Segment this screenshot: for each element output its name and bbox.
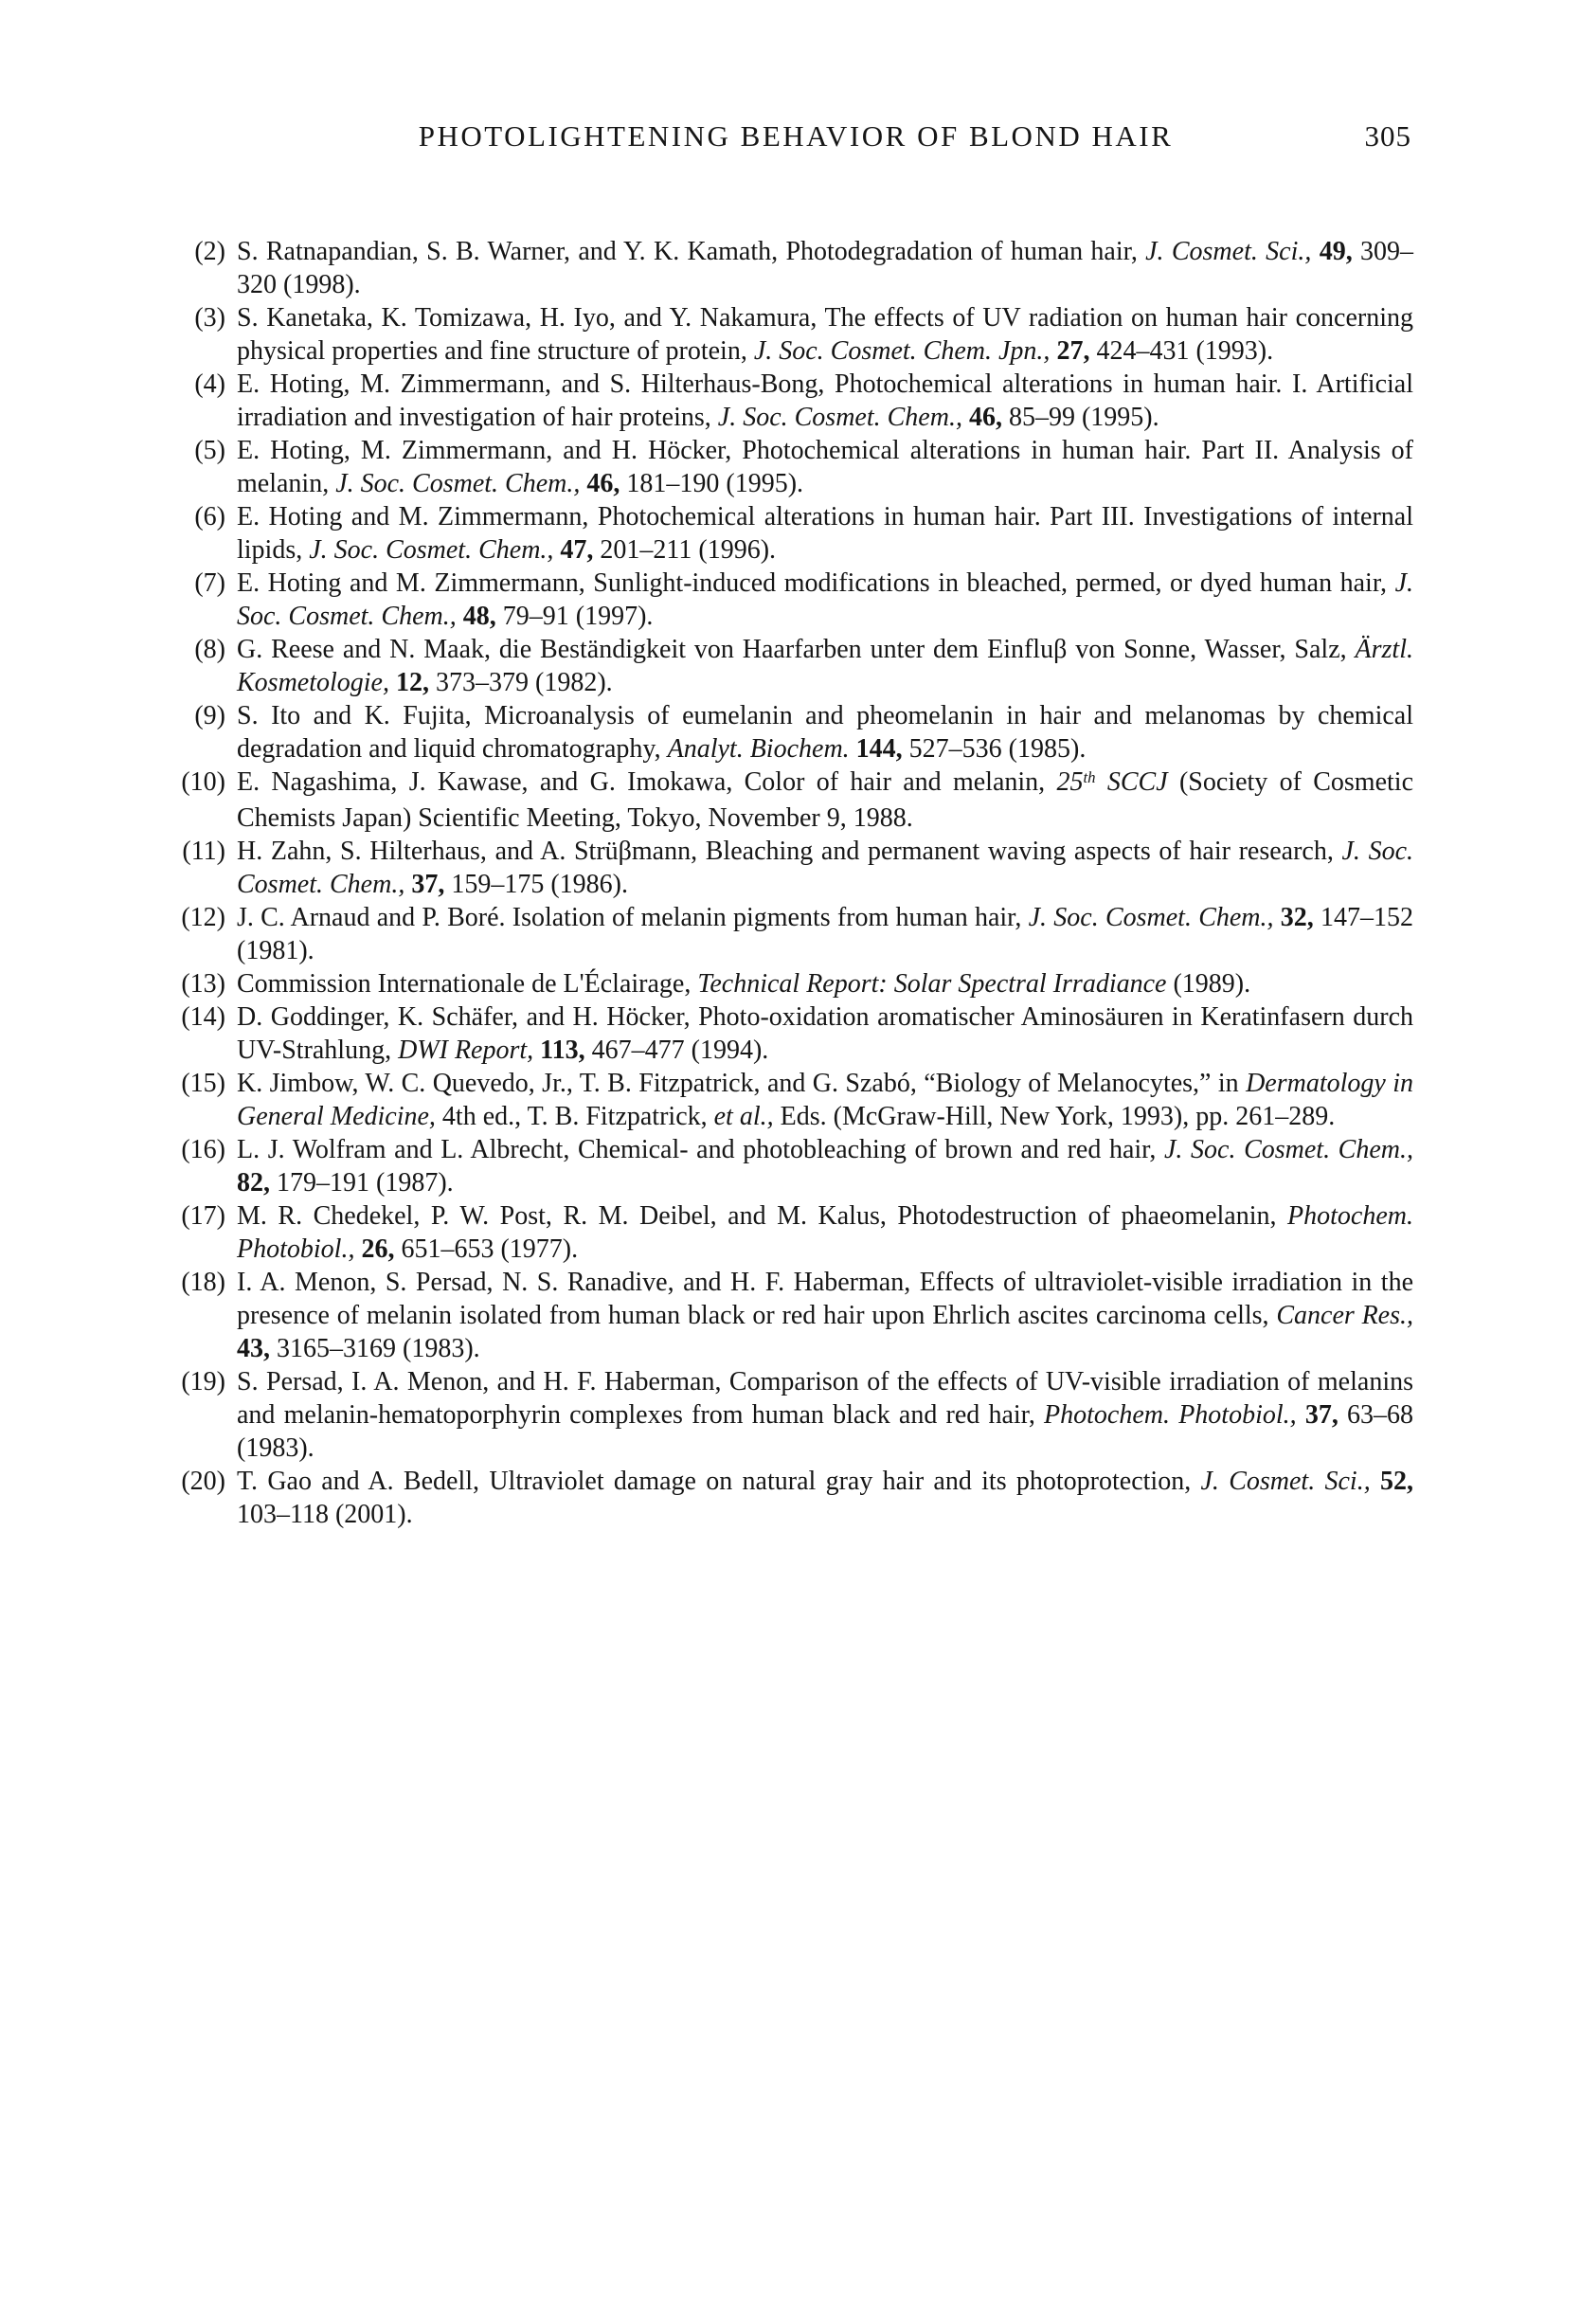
reference-text: L. J. Wolfram and L. Albrecht, Chemical- and photobleaching of brown and red hair, J. Soc. Cosmet. Chem., 82, 179–191 (1987). [237, 1135, 1414, 1198]
reference-number: (17) [181, 1201, 225, 1231]
page-number: 305 [1364, 119, 1411, 153]
reference-text: S. Ratnapandian, S. B. Warner, and Y. K. Kamath, Photodegradation of human hair, J. Cosmet. Sci., 49, 309–320 (1998). [237, 237, 1413, 299]
reference-item [181, 967, 1413, 1000]
reference-number: (13) [181, 969, 225, 999]
reference-text: J. C. Arnaud and P. Boré. Isolation of melanin pigments from human hair, J. Soc. Cosmet. Chem., 32, 147–152 (1981). [237, 903, 1414, 965]
reference-item [181, 766, 1414, 835]
reference-text: E. Nagashima, J. Kawase, and G. Imokawa, Color of hair and melanin, 25th SCCJ (Society of Cosmetic Chemists Japan) Scientific Meeting, Tokyo, November 9, 1988. [237, 767, 1414, 833]
reference-number: (7) [194, 568, 225, 598]
reference-item [194, 567, 1413, 633]
reference-number: (19) [181, 1367, 225, 1396]
reference-text: S. Ito and K. Fujita, Microanalysis of eumelanin and pheomelanin in hair and melanomas by chemical degradation and liquid chromatography, Analyt. Biochem. 144, 527–536 (1985). [237, 701, 1413, 764]
reference-number: (14) [181, 1002, 225, 1032]
reference-number: (15) [181, 1069, 225, 1098]
reference-item [194, 301, 1413, 368]
reference-item [194, 368, 1413, 434]
reference-number: (11) [182, 837, 225, 866]
reference-text: I. A. Menon, S. Persad, N. S. Ranadive, and H. F. Haberman, Effects of ultraviolet-visible irradiation in the presence of melanin isolated from human black or red hair upon Ehrlich ascites carcinoma cells, Cancer Res., 43, 3165–3169 (1983). [237, 1268, 1413, 1363]
reference-text: S. Kanetaka, K. Tomizawa, H. Iyo, and Y. Nakamura, The effects of UV radiation on human hair concerning physical properties and fine structure of protein, J. Soc. Cosmet. Chem. Jpn., 27, 424–431 (1993). [237, 303, 1413, 366]
reference-item [181, 1000, 1413, 1067]
reference-number: (8) [194, 635, 225, 664]
reference-text: T. Gao and A. Bedell, Ultraviolet damage on natural gray hair and its photoprotection, J. Cosmet. Sci., 52, 103–118 (2001). [237, 1467, 1413, 1529]
reference-item [181, 901, 1414, 967]
reference-item [182, 835, 1413, 901]
reference-number: (20) [181, 1467, 225, 1496]
reference-number: (5) [194, 436, 225, 465]
reference-text: D. Goddinger, K. Schäfer, and H. Höcker, Photo-oxidation aromatischer Aminosäuren in Keratinfasern durch UV-Strahlung, DWI Report, 113, 467–477 (1994). [237, 1002, 1413, 1065]
reference-text: H. Zahn, S. Hilterhaus, and A. Strüβmann, Bleaching and permanent waving aspects of hair research, J. Soc. Cosmet. Chem., 37, 159–175 (1986). [237, 837, 1413, 899]
reference-item [181, 1067, 1414, 1133]
reference-item [194, 699, 1413, 766]
running-title: PHOTOLIGHTENING BEHAVIOR OF BLOND HAIR [418, 119, 1174, 153]
reference-number: (2) [194, 237, 225, 266]
reference-number: (9) [194, 701, 225, 730]
reference-text: S. Persad, I. A. Menon, and H. F. Haberman, Comparison of the effects of UV-visible irradiation of melanins and melanin-hematoporphyrin complexes from human black and red hair, Photochem. Photobiol., 37, 63–68 (1983). [237, 1367, 1414, 1463]
reference-text: E. Hoting and M. Zimmermann, Sunlight-induced modifications in bleached, permed, or dyed human hair, J. Soc. Cosmet. Chem., 48, 79–91 (1997). [237, 568, 1413, 631]
reference-text: Commission Internationale de L'Éclairage, Technical Report: Solar Spectral Irradiance (1989). [237, 969, 1251, 999]
page-header [180, 119, 1411, 161]
reference-list [181, 235, 1414, 1531]
reference-number: (4) [194, 369, 225, 399]
reference-item [181, 1133, 1414, 1199]
reference-item [194, 500, 1413, 567]
reference-item [194, 633, 1413, 699]
reference-number: (6) [194, 502, 225, 531]
reference-number: (18) [181, 1268, 225, 1297]
reference-text: E. Hoting, M. Zimmermann, and S. Hilterhaus-Bong, Photochemical alterations in human hair. I. Artificial irradiation and investigation of hair proteins, J. Soc. Cosmet. Chem., 46, 85–99 (1995). [237, 369, 1413, 432]
reference-item [194, 434, 1413, 500]
reference-text: E. Hoting and M. Zimmermann, Photochemical alterations in human hair. Part III. Investigations of internal lipids, J. Soc. Cosmet. Chem., 47, 201–211 (1996). [237, 502, 1413, 565]
reference-item [181, 1199, 1413, 1266]
reference-number: (3) [194, 303, 225, 333]
reference-item [181, 1365, 1414, 1465]
reference-text: K. Jimbow, W. C. Quevedo, Jr., T. B. Fitzpatrick, and G. Szabó, “Biology of Melanocytes,” in Dermatology in General Medicine, 4th ed., T. B. Fitzpatrick, et al., Eds. (McGraw-Hill, New York, 1993), pp. 261–289. [237, 1069, 1414, 1131]
reference-number: (16) [181, 1135, 225, 1164]
reference-text: G. Reese and N. Maak, die Beständigkeit von Haarfarben unter dem Einfluβ von Sonne, Wasser, Salz, Ärztl. Kosmetologie, 12, 373–379 (1982). [237, 635, 1413, 697]
reference-item [181, 1465, 1413, 1531]
reference-number: (10) [181, 767, 225, 797]
reference-text: M. R. Chedekel, P. W. Post, R. M. Deibel, and M. Kalus, Photodestruction of phaeomelanin, Photochem. Photobiol., 26, 651–653 (1977). [237, 1201, 1413, 1264]
reference-item [181, 1266, 1413, 1365]
reference-text: E. Hoting, M. Zimmermann, and H. Höcker, Photochemical alterations in human hair. Part II. Analysis of melanin, J. Soc. Cosmet. Chem., 46, 181–190 (1995). [237, 436, 1413, 498]
reference-item [194, 235, 1413, 301]
reference-number: (12) [181, 903, 225, 932]
